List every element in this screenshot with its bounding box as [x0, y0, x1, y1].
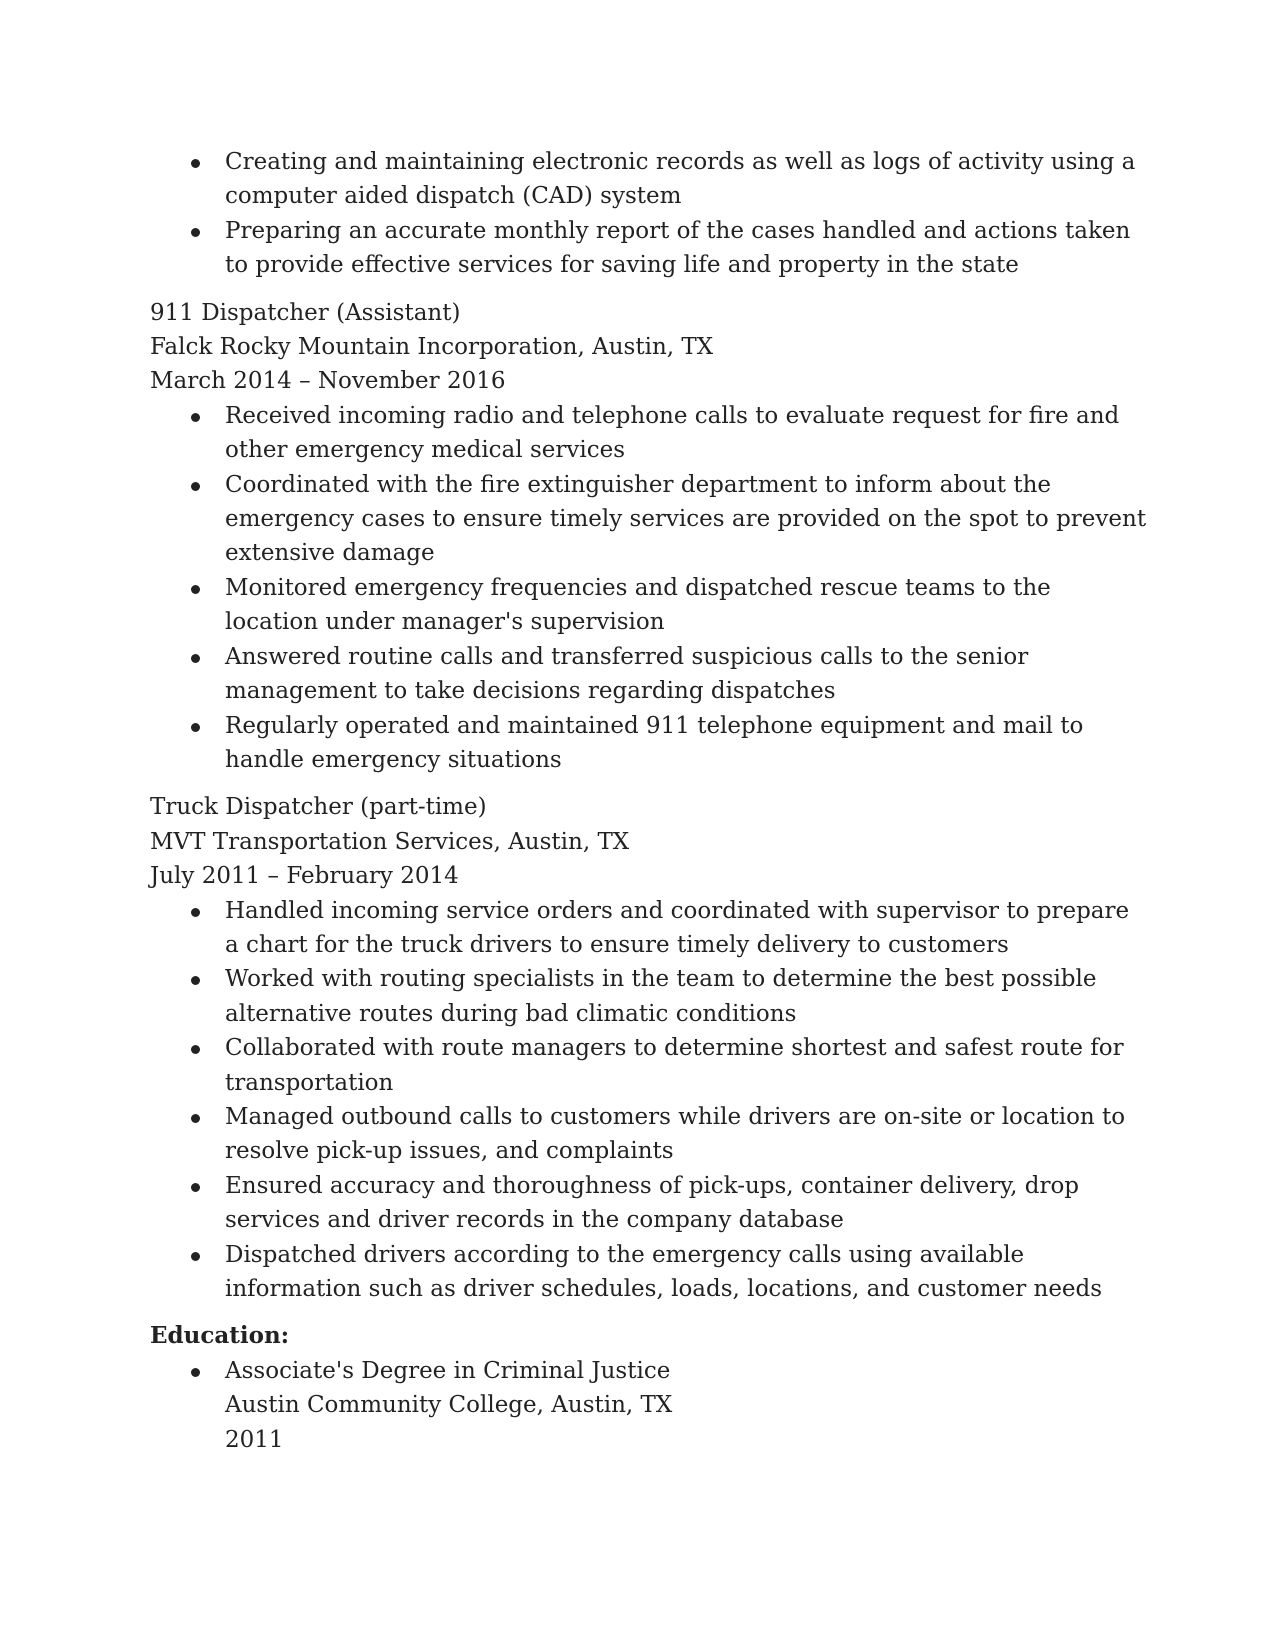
bullet-item	[225, 640, 1150, 709]
bullet-text: Answered routine calls and transferred suspicious calls to the senior management to take decisions regarding dispatches	[225, 643, 1029, 705]
education-degree: Associate's Degree in Criminal Justice	[225, 1357, 671, 1384]
bullet-text: Worked with routing specialists in the team to determine the best possible alternative routes during bad climatic conditions	[225, 966, 1097, 1027]
bullet-text: Dispatched drivers according to the emergency calls using available information such as driver schedules, loads, locations, and customer needs	[225, 1241, 1103, 1302]
job-title: 911 Dispatcher (Assistant)	[150, 299, 461, 326]
bullet-icon	[191, 654, 200, 663]
bullet-icon	[191, 1045, 200, 1054]
resume-page	[150, 145, 1150, 1457]
bullet-item	[225, 962, 1150, 1031]
education-year: 2011	[225, 1426, 284, 1453]
bullet-item	[225, 214, 1150, 283]
bullet-icon	[191, 159, 200, 168]
bullet-icon	[191, 482, 200, 491]
bullet-icon	[191, 585, 200, 594]
bullet-item	[225, 1100, 1150, 1169]
education-item	[225, 1354, 1150, 1457]
job-bullet-list-911-dispatcher	[150, 399, 1150, 777]
bullet-icon	[191, 1252, 200, 1261]
bullet-text: Creating and maintaining electronic records as well as logs of activity using a computer aided dispatch (CAD) system	[225, 149, 1136, 210]
bullet-item	[225, 709, 1150, 778]
job-dates: March 2014 – November 2016	[150, 368, 506, 395]
bullet-text: Regularly operated and maintained 911 telephone equipment and mail to handle emergency situations	[225, 712, 1084, 773]
bullet-item	[225, 145, 1150, 214]
bullet-icon	[191, 723, 200, 732]
bullet-item	[225, 571, 1150, 640]
previous-job-bullet-list	[150, 145, 1150, 283]
bullet-text: Ensured accuracy and thoroughness of pick-ups, container delivery, drop services and driver records in the company database	[225, 1172, 1080, 1234]
bullet-text: Received incoming radio and telephone calls to evaluate request for fire and other emergency medical services	[225, 402, 1120, 464]
bullet-text: Collaborated with route managers to determine shortest and safest route for transportation	[225, 1035, 1124, 1096]
bullet-item	[225, 399, 1150, 468]
job-company: MVT Transportation Services, Austin, TX	[150, 828, 630, 855]
bullet-icon	[191, 908, 200, 917]
bullet-icon	[191, 976, 200, 985]
job-bullet-list-truck-dispatcher	[150, 894, 1150, 1307]
job-dates: July 2011 – February 2014	[150, 863, 459, 890]
job-company: Falck Rocky Mountain Incorporation, Austin, TX	[150, 334, 714, 361]
education-school: Austin Community College, Austin, TX	[225, 1392, 673, 1419]
bullet-item	[225, 468, 1150, 571]
bullet-text: Monitored emergency frequencies and dispatched rescue teams to the location under manager's supervision	[225, 574, 1051, 636]
bullet-item	[225, 894, 1150, 963]
bullet-icon	[191, 1368, 200, 1377]
bullet-text: Managed outbound calls to customers while drivers are on-site or location to resolve pick-up issues, and complaints	[225, 1103, 1126, 1165]
job-title: Truck Dispatcher (part-time)	[150, 794, 487, 821]
bullet-icon	[191, 1183, 200, 1192]
bullet-text: Handled incoming service orders and coordinated with supervisor to prepare a chart for the truck drivers to ensure timely delivery to customers	[225, 897, 1130, 958]
bullet-icon	[191, 228, 200, 237]
education-heading: Education:	[150, 1322, 290, 1350]
bullet-icon	[191, 413, 200, 422]
bullet-text: Preparing an accurate monthly report of the cases handled and actions taken to provide effective services for saving life and property in the state	[225, 217, 1131, 279]
bullet-item	[225, 1169, 1150, 1238]
bullet-text: Coordinated with the fire extinguisher department to inform about the emergency cases to ensure timely services are provided on the spot to prevent extensive damage	[225, 471, 1147, 567]
bullet-icon	[191, 1114, 200, 1123]
bullet-item	[225, 1031, 1150, 1100]
job-header-truck-dispatcher	[150, 790, 1150, 893]
education-list	[150, 1354, 1150, 1457]
bullet-item	[225, 1238, 1150, 1307]
job-header-911-dispatcher	[150, 296, 1150, 399]
